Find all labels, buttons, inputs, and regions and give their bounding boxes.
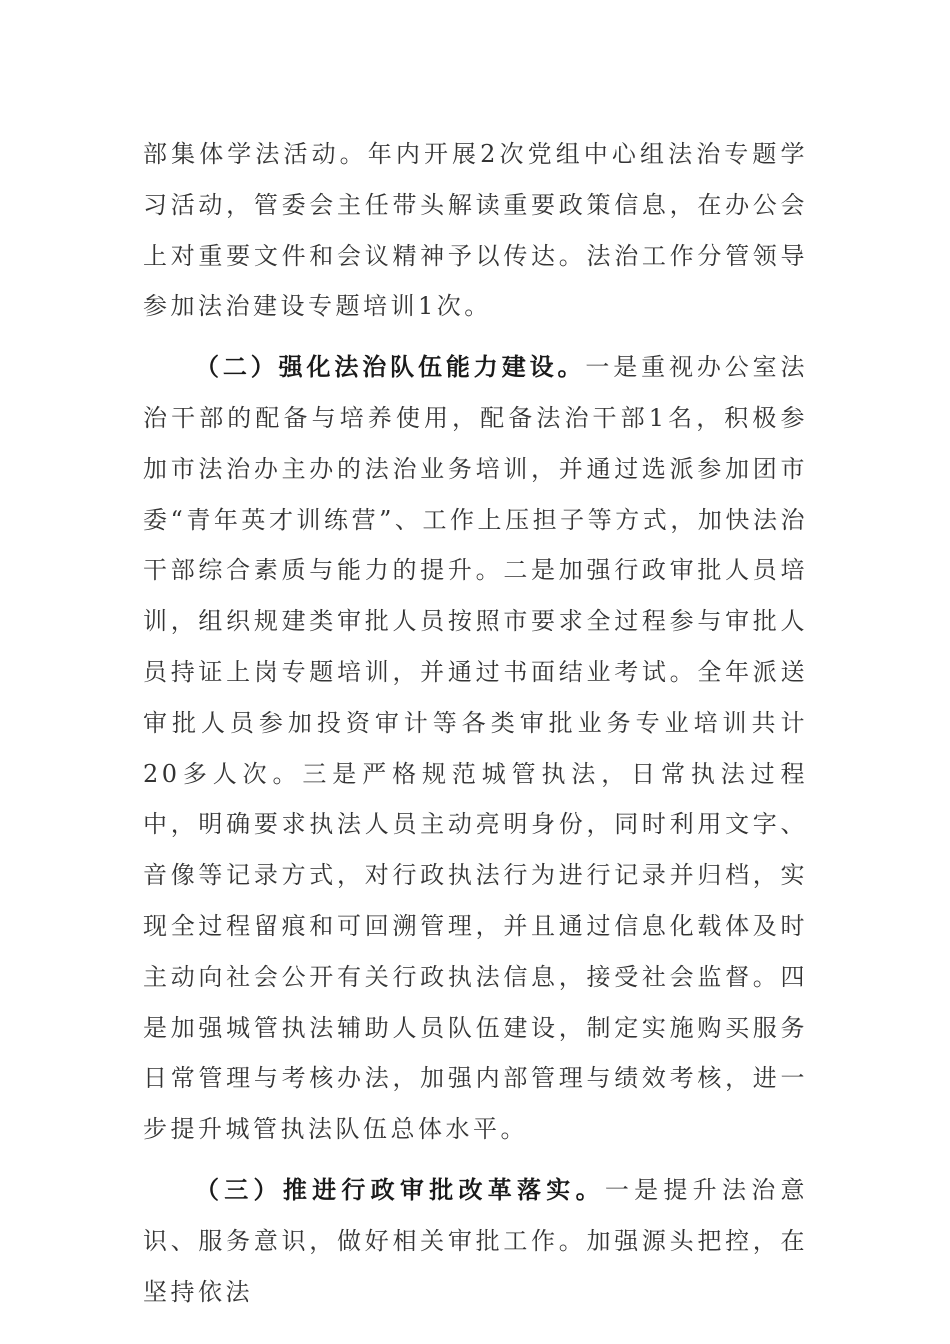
document-page [143,129,808,1327]
section-heading: （二）强化法治队伍能力建设。 [195,352,586,382]
paragraph-section-3 [143,1165,808,1317]
paragraph-continuation [143,129,808,332]
paragraph-body: 一是重视办公室法治干部的配备与培养使用，配备法治干部1名，积极参加市法治办主办的法治业务培训，并通过选派参加团市委“青年英才训练营”、工作上压担子等方式，加快法治干部综合素质与能力的提升。二是加强行政审批人员培训，组织规建类审批人员按照市要求全过程参与审批人员持证上岗专题培训，并通过书面结业考试。全年派送审批人员参加投资审计等各类审批业务专业培训共计20多人次。三是严格规范城管执法，日常执法过程中，明确要求执法人员主动亮明身份，同时利用文字、音像等记录方式，对行政执法行为进行记录并归档，实现全过程留痕和可回溯管理，并且通过信息化载体及时主动向社会公开有关行政执法信息，接受社会监督。四是加强城管执法辅助人员队伍建设，制定实施购买服务日常管理与考核办法，加强内部管理与绩效考核，进一步提升城管执法队伍总体水平。 [143,353,809,1144]
paragraph-section-2 [143,342,808,1155]
paragraph-body: 一是提升法治意识、服务意识，做好相关审批工作。加强源头把控，在坚持依法 [143,1175,809,1306]
section-heading: （三）推进行政审批改革落实。 [195,1174,605,1204]
paragraph-body: 部集体学法活动。年内开展2次党组中心组法治专题学习活动，管委会主任带头解读重要政策信息，在办公会上对重要文件和会议精神予以传达。法治工作分管领导参加法治建设专题培训1次。 [143,140,808,321]
